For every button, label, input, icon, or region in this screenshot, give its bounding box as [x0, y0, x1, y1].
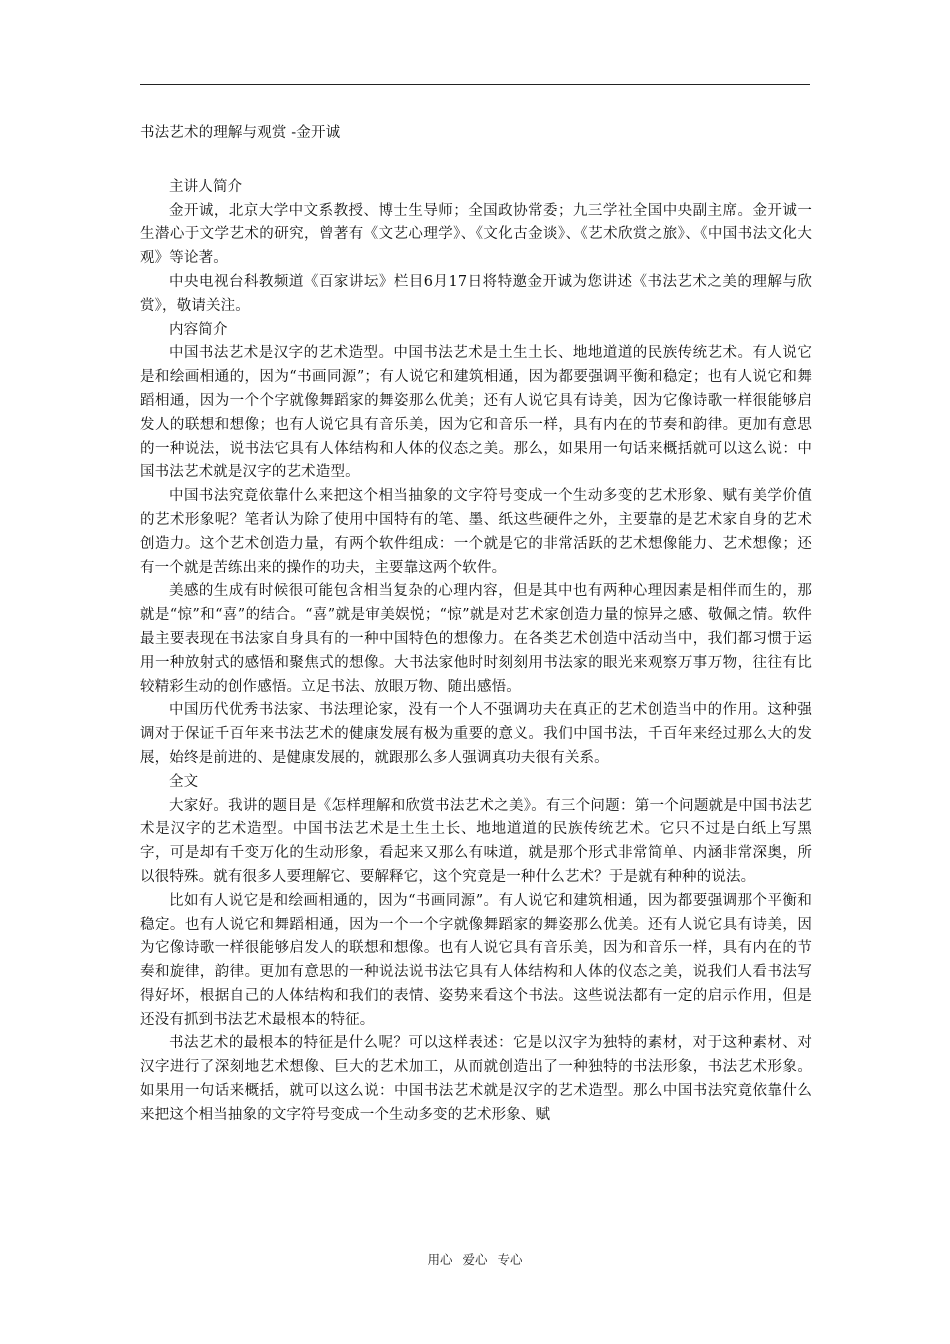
paragraph: 中国书法究竟依靠什么来把这个相当抽象的文字符号变成一个生动多变的艺术形象、赋有美学价值的艺术形象呢？笔者认为除了使用中国特有的笔、墨、纸这些硬件之外，主要靠的是艺术家自身的艺术创造力。这个艺术创造力量，有两个软件组成：一个就是它的非常活跃的艺术想像能力、艺术想像；还有一个就是苦练出来的操作的功夫，主要靠这两个软件。 [140, 488, 812, 576]
paragraph: 中国书法艺术是汉字的艺术造型。中国书法艺术是土生土长、地地道道的民族传统艺术。有人说它是和绘画相通的，因为“书画同源”；有人说它和建筑相通，因为都要强调平衡和稳定；也有人说它和舞蹈相通，因为一个个字就像舞蹈家的舞姿那么优美；还有人说它具有诗美，因为它像诗歌一样很能够启发人的联想和想像；也有人说它具有音乐美，因为它和音乐一样，具有内在的节奏和韵律。更加有意思的一种说法，说书法它具有人体结构和人体的仪态之美。那么，如果用一句话来概括就可以这么说：中国书法艺术就是汉字的艺术造型。 [140, 345, 812, 481]
document-title: 书法艺术的理解与观赏 -金开诚 [140, 125, 341, 141]
section-heading: 全文 [169, 773, 199, 790]
section-speaker-intro [140, 176, 812, 319]
page-footer: 用心 爱心 专心 [427, 1252, 523, 1267]
paragraph: 中国历代优秀书法家、书法理论家，没有一个人不强调功夫在真正的艺术创造当中的作用。这种强调对于保证千百年来书法艺术的健康发展有极为重要的意义。我们中国书法，千百年来经过那么大的发展，始终是前进的、是健康发展的，就跟那么多人强调真功夫很有关系。 [140, 702, 812, 766]
section-full-text [140, 771, 812, 1128]
paragraph: 书法艺术的最根本的特征是什么呢？可以这样表述：它是以汉字为独特的素材，对于这种素材、对汉字进行了深刻地艺术想像、巨大的艺术加工，从而就创造出了一种独特的书法形象，书法艺术形象。如果用一句话来概括，就可以这么说：中国书法艺术就是汉字的艺术造型。那么中国书法究竟依靠什么来把这个相当抽象的文字符号变成一个生动多变的艺术形象、赋 [140, 1035, 812, 1123]
paragraph: 金开诚，北京大学中文系教授、博士生导师；全国政协常委；九三学社全国中央副主席。金开诚一生潜心于文学艺术的研究，曾著有《文艺心理学》、《文化古金谈》、《艺术欣赏之旅》、《中国书法文化大观》等论著。 [140, 202, 812, 267]
paragraph: 比如有人说它是和绘画相通的，因为“书画同源”。有人说它和建筑相通，因为都要强调那个平衡和稳定。也有人说它和舞蹈相通，因为一个一个字就像舞蹈家的舞姿那么优美。还有人说它具有诗美，因为它像诗歌一样很能够启发人的联想和想像。也有人说它具有音乐美，因为和音乐一样，具有内在的节奏和旋律，韵律。更加有意思的一种说法说书法它具有人体结构和人体的仪态之美，说我们人看书法写得好坏，根据自己的人体结构和我们的表情、姿势来看这个书法。这些说法都有一定的启示作用，但是还没有抓到书法艺术最根本的特征。 [140, 892, 812, 1028]
header-rule [140, 84, 810, 85]
section-heading: 内容简介 [169, 321, 228, 338]
paragraph: 大家好。我讲的题目是《怎样理解和欣赏书法艺术之美》。有三个问题：第一个问题就是中国书法艺术是汉字的艺术造型。中国书法艺术是土生土长、地地道道的民族传统艺术。它只不过是白纸上写黑字，可是却有千变万化的生动形象，看起来又那么有味道，就是那个形式非常简单、内涵非常深奥，所以很特殊。就有很多人要理解它、要解释它，这个究竟是一种什么艺术？于是就有种种的说法。 [140, 797, 812, 885]
section-content-intro [140, 319, 812, 771]
section-heading: 主讲人简介 [169, 178, 243, 195]
document-body [140, 122, 812, 1128]
paragraph: 中央电视台科教频道《百家讲坛》栏目6月17日将特邀金开诚为您讲述《书法艺术之美的理解与欣赏》，敬请关注。 [140, 273, 812, 314]
paragraph: 美感的生成有时候很可能包含相当复杂的心理内容，但是其中也有两种心理因素是相伴而生的，那就是“惊”和“喜”的结合。“喜”就是审美娱悦；“惊”就是对艺术家创造力量的惊异之感、敬佩之情。软件最主要表现在书法家自身具有的一种中国特色的想像力。在各类艺术创造中活动当中，我们都习惯于运用一种放射式的感悟和聚焦式的想像。大书法家他时时刻刻用书法家的眼光来观察万事万物，往往有比较精彩生动的创作感悟。立足书法、放眼万物、随出感悟。 [140, 583, 812, 695]
